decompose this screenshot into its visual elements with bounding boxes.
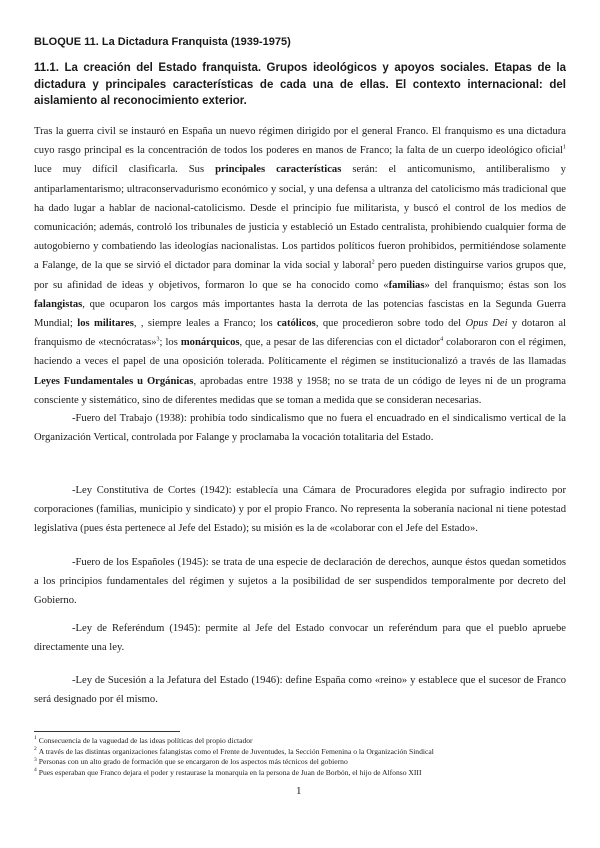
footnotes [34, 736, 574, 778]
italic-term: Opus Dei [465, 318, 508, 330]
intro-text: luce muy difícil clasificarla. Sus [34, 164, 216, 176]
footnote-text: A través de las distintas organizaciones falangistas como el Frente de Juventudes, la Sección Femenina o la Organización Sindical [38, 746, 434, 756]
law-item: -Fuero del Trabajo (1938): prohibía todo sindicalismo que no fuera el encuadrado en el sindicalismo vertical de la Organización Vertical, controlada por Falange y proclamaba la vocación totalitaria del Estado. [34, 412, 566, 443]
intro-text: , aprobadas entre 1938 y 1958; no se trata de un código de leyes ni de un programa consciente y sistemático, sino de diferentes medidas que se toman a medida que se consideran necesarias. [34, 375, 566, 406]
law-item: -Ley de Sucesión a la Jefatura del Estado (1946): define España como «reino» y establece que el sucesor de Franco será designado por él mismo. [34, 674, 566, 705]
bold-term: los militares [77, 318, 134, 330]
footnote-item [34, 736, 574, 747]
intro-text: Tras la guerra civil se instauró en España un nuevo régimen dirigido por el general Franco. El franquismo es una dictadura cuyo rasgo principal es la concentración de todos los poderes en manos de Franco; la falta de un cuerpo ideológico oficial [34, 126, 566, 157]
footnote-item [34, 757, 574, 768]
intro-text: serán: el anticomunismo, antiliberalismo y antiparlamentarismo; ultraconservadurismo económico y social, y una defensa a ultranza del catolicismo más tradicional que ha dado lugar a hablar de nacional-catolicismo. Desde el principio fue militarista, y buscó el control de los medios de comunicación; además, controló los tribunales de justicia y estableció un Estado centralista, prohibiendo cualquier forma de autogobierno y combatiendo las ideologías nacionalistas. Los partidos políticos fueron prohibidos, permitiéndose solamente a Falange, de la que se sirvió el dictador para dominar la vida social y laboral [34, 164, 566, 272]
footnote-text: Consecuencia de la vaguedad de las ideas políticas del propio dictador [38, 736, 253, 745]
intro-text: » del franquismo; éstas son los [424, 279, 566, 291]
bold-term: Leyes Fundamentales u Orgánicas [34, 375, 194, 387]
footnote-ref-1[interactable]: 1 [563, 144, 566, 151]
footnote-item [34, 768, 574, 779]
footnote-number: 4 [34, 767, 37, 774]
page-number: 1 [296, 785, 302, 797]
law-item: -Ley Constitutiva de Cortes (1942): establecía una Cámara de Procuradores elegida por sufragio indirecto por corporaciones (familias, municipio y sindicato) y por el propio Franco. No representa la soberanía nacional ni tiene potestad legislativa (pues ésta pertenece al Jefe del Estado); su misión es la de «colaborar con el Jefe del Estado». [34, 484, 566, 534]
law-item: -Ley de Referéndum (1945): permite al Jefe del Estado convocar un referéndum para que el pueblo apruebe directamente una ley. [34, 622, 566, 653]
bold-term: católicos [276, 318, 316, 330]
bold-term: falangistas [34, 298, 83, 310]
intro-text: ; los [159, 337, 181, 349]
footnote-ref-4[interactable]: 4 [440, 336, 444, 343]
intro-text: , que procedieron sobre todo del [315, 318, 466, 330]
footnote-text: Personas con un alto grado de formación que se encargaron de los aspectos más técnicos del gobierno [38, 757, 348, 767]
footnote-number: 1 [34, 735, 37, 742]
intro-text: colaboraron con el régimen, haciendo a veces el papel de una oposición tolerada. Políticamente el régimen se institucionalizó a través de las llamadas [34, 337, 566, 368]
footnote-number: 2 [34, 746, 37, 753]
section-title: 11.1. La creación del Estado franquista. Grupos ideológicos y apoyos sociales. Etapas de la dictadura y principales características de cada una de ellas. El contexto internacional: del aislamiento al reconocimiento exterior. [34, 62, 566, 107]
intro-text: , que ocuparon los cargos más importantes hasta la derrota de las potencias fascistas en la Segunda Guerra Mundial; [34, 298, 566, 330]
footnote-separator [34, 731, 180, 732]
block-title: BLOQUE 11. La Dictadura Franquista (1939-1975) [34, 36, 291, 48]
footnote-ref-2[interactable]: 2 [371, 259, 375, 266]
intro-text: pero pueden distinguirse varios grupos que, por su afinidad de ideas y objetivos, formaron lo que se ha conocido como « [34, 260, 566, 291]
intro-paragraph [34, 122, 566, 410]
intro-text: , , siempre leales a Franco; los [133, 318, 277, 330]
bold-term: principales características [215, 164, 342, 176]
bold-term: familias [388, 279, 425, 291]
intro-text: , que, a pesar de las diferencias con el dictador [239, 337, 441, 349]
law-item: -Fuero de los Españoles (1945): se trata de una especie de declaración de derechos, aunque éstos quedan sometidos a los principios fundamentales del régimen y sujetos a la posibilidad de ser suspendidos temporalmente por decreto del Gobierno. [34, 556, 566, 606]
footnote-item [34, 747, 574, 758]
footnote-text: Pues esperaban que Franco dejara el poder y restaurase la monarquía en la persona de Juan de Borbón, el hijo de Alfonso XIII [38, 767, 422, 777]
footnote-ref-3[interactable]: 3 [156, 336, 160, 343]
footnote-number: 3 [34, 756, 37, 763]
bold-term: monárquicos [180, 337, 240, 349]
intro-text: y dotaron al franquismo de «tecnócratas» [34, 318, 567, 349]
